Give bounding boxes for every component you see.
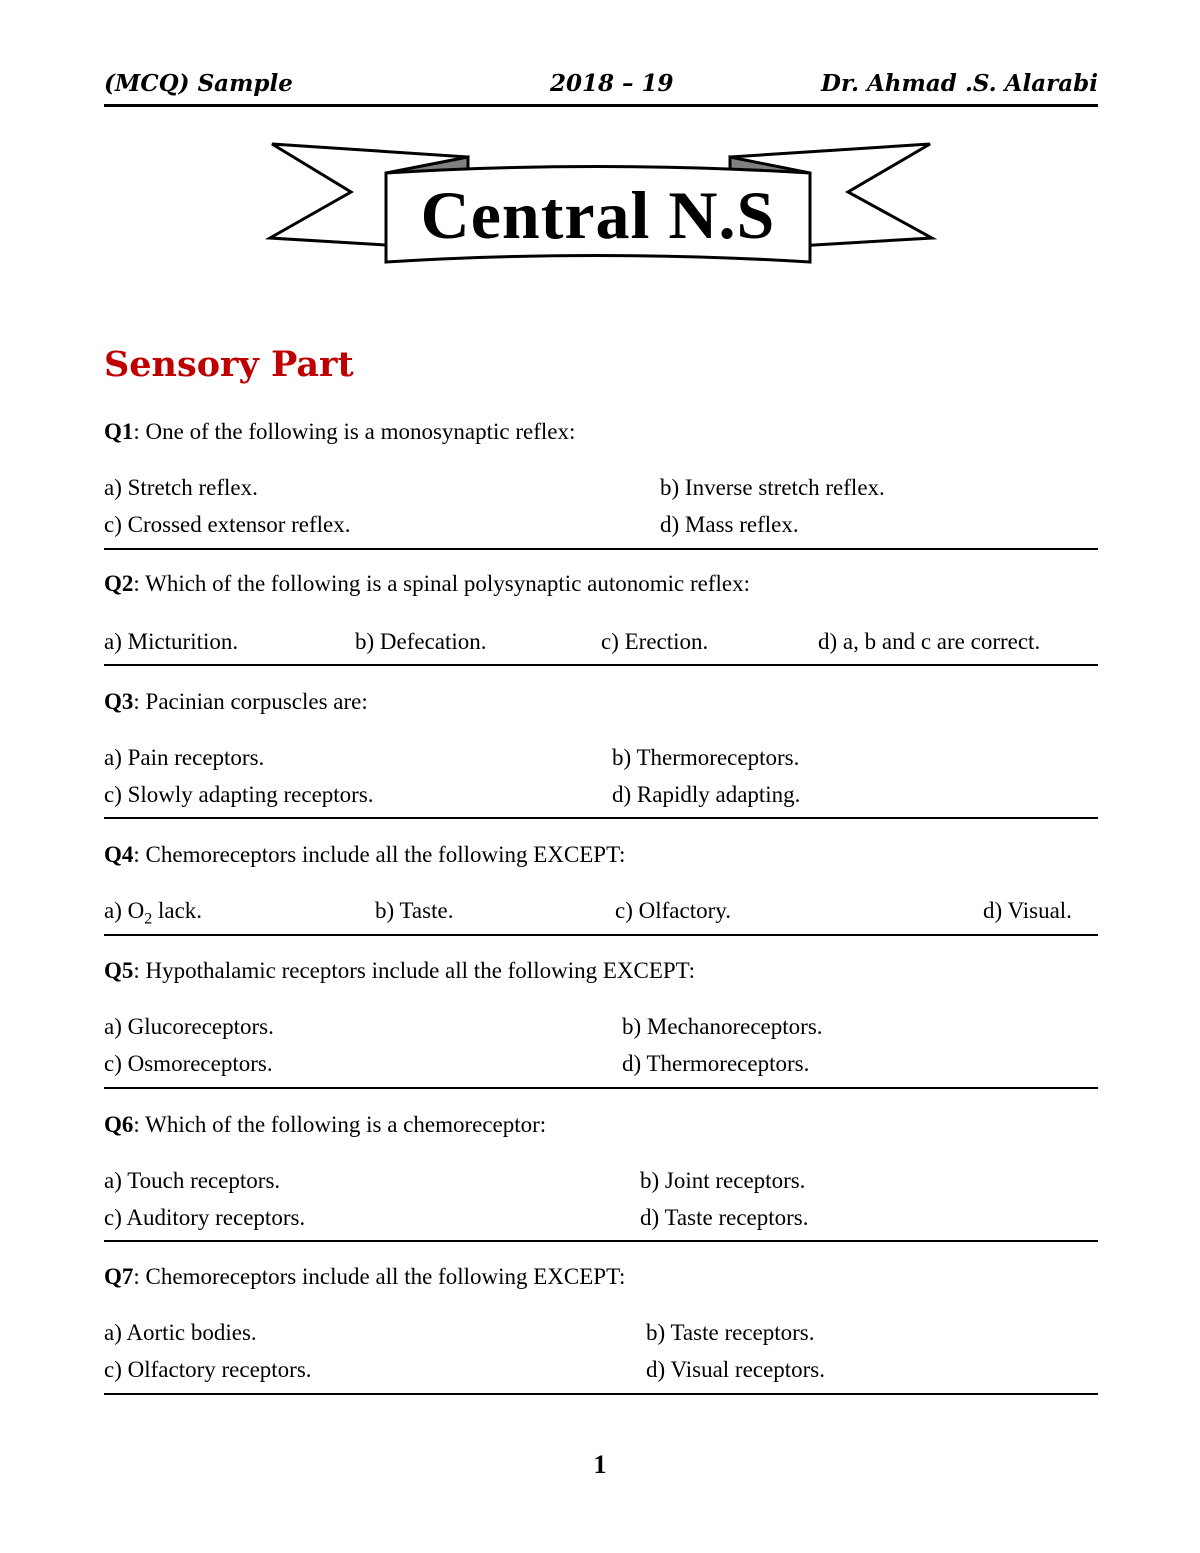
option-a: a) Aortic bodies. (104, 1320, 257, 1345)
divider (104, 1240, 1098, 1242)
question-text: : Chemoreceptors include all the following EXCEPT: (133, 1264, 626, 1289)
question-5 (104, 958, 695, 984)
option-b: b) Defecation. (355, 629, 487, 654)
option-d: d) Mass reflex. (660, 512, 799, 537)
section-title: Sensory Part (104, 344, 354, 385)
header-author: Dr. Ahmad .S. Alarabi (821, 70, 1098, 97)
question-number: Q5 (104, 958, 134, 983)
subscript: 2 (144, 910, 153, 928)
option-a-suffix: lack. (152, 898, 203, 923)
question-text: : Which of the following is a spinal polysynaptic autonomic reflex: (133, 571, 750, 596)
page-number: 1 (593, 1450, 607, 1479)
option-c: c) Osmoreceptors. (104, 1051, 273, 1076)
option-b: b) Taste receptors. (646, 1320, 815, 1345)
option-a: a) Touch receptors. (104, 1168, 281, 1193)
question-text: : Hypothalamic receptors include all the following EXCEPT: (133, 958, 695, 983)
option-c: c) Auditory receptors. (104, 1205, 306, 1230)
option-b: b) Mechanoreceptors. (622, 1014, 823, 1039)
question-7 (104, 1264, 625, 1290)
question-number: Q1 (104, 419, 134, 444)
header-left-text: (MCQ) Sample (104, 70, 293, 97)
question-2 (104, 571, 750, 597)
option-c: c) Olfactory receptors. (104, 1357, 312, 1382)
option-b: b) Thermoreceptors. (612, 745, 800, 770)
option-c: c) Erection. (601, 629, 709, 654)
option-d: d) a, b and c are correct. (818, 629, 1041, 654)
option-d: d) Thermoreceptors. (622, 1051, 810, 1076)
option-c: c) Olfactory. (615, 898, 731, 923)
divider (104, 664, 1098, 666)
divider (104, 1393, 1098, 1395)
question-6 (104, 1112, 546, 1138)
divider (104, 548, 1098, 550)
option-a: a) Pain receptors. (104, 745, 265, 770)
question-1 (104, 419, 575, 445)
question-number: Q4 (104, 842, 134, 867)
question-number: Q3 (104, 689, 134, 714)
option-a: a) Stretch reflex. (104, 475, 258, 500)
divider (104, 817, 1098, 819)
header-year: 2018 – 19 (550, 70, 674, 97)
divider (104, 934, 1098, 936)
option-d: d) Taste receptors. (640, 1205, 809, 1230)
question-number: Q6 (104, 1112, 134, 1137)
divider (104, 1087, 1098, 1089)
option-b: b) Joint receptors. (640, 1168, 806, 1193)
question-3 (104, 689, 368, 715)
option-c: c) Slowly adapting receptors. (104, 782, 374, 807)
question-number: Q2 (104, 571, 134, 596)
option-c: c) Crossed extensor reflex. (104, 512, 351, 537)
option-d: d) Visual. (983, 898, 1072, 923)
question-number: Q7 (104, 1264, 134, 1289)
option-b: b) Inverse stretch reflex. (660, 475, 885, 500)
question-text: : Which of the following is a chemoreceptor: (133, 1112, 547, 1137)
option-a (104, 898, 202, 929)
question-text: : Pacinian corpuscles are: (133, 689, 368, 714)
question-text: : Chemoreceptors include all the following EXCEPT: (133, 842, 626, 867)
option-a: a) Glucoreceptors. (104, 1014, 274, 1039)
option-d: d) Visual receptors. (646, 1357, 825, 1382)
option-b: b) Taste. (375, 898, 454, 923)
banner-title: Central N.S (420, 177, 776, 253)
option-a: a) Micturition. (104, 629, 239, 654)
question-text: : One of the following is a monosynaptic reflex: (133, 419, 576, 444)
option-d: d) Rapidly adapting. (612, 782, 801, 807)
question-4 (104, 842, 625, 868)
ribbon-banner (0, 0, 1200, 300)
option-a-text: a) O (104, 898, 145, 923)
